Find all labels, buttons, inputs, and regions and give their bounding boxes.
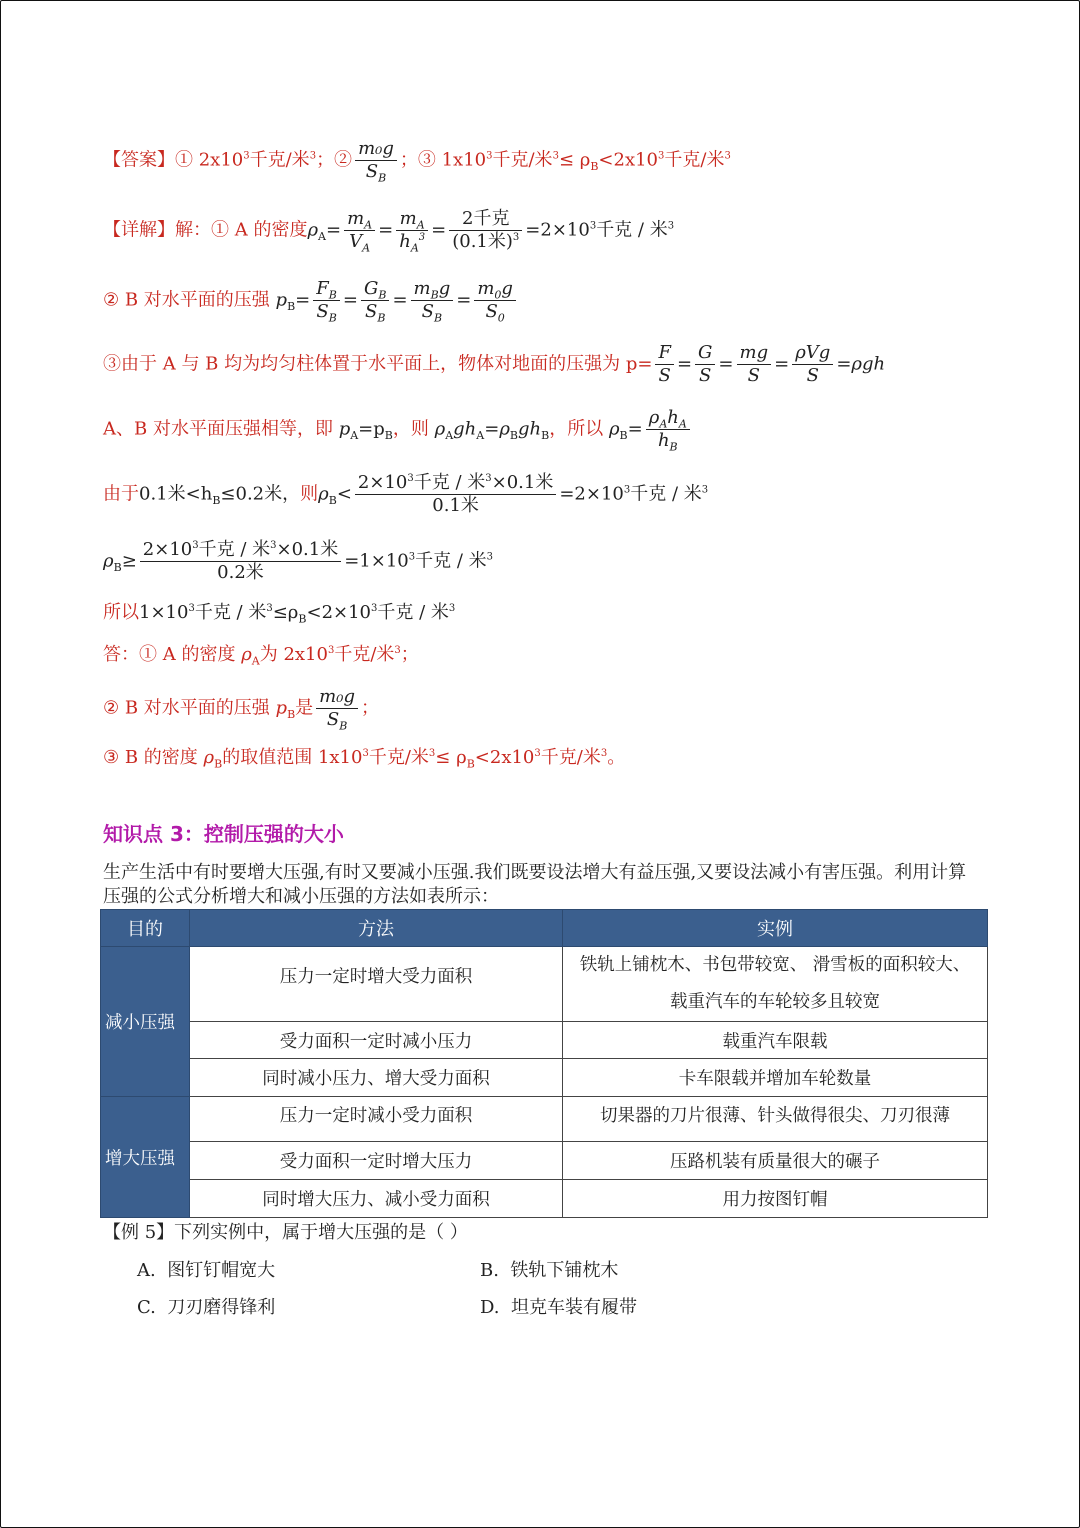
rho-symbol: ρ: [103, 550, 114, 572]
example-cell: 用力按图钉帽: [563, 1180, 988, 1218]
step2-line: ② B 对水平面的压强 $p_B=$ $\frac{F_B}{S_B}$ = $\frac{G_B}{S_B}$ = $\frac{m_Bg}{S_B}$ = $\frac{m_0g}{S_0}$: [103, 278, 519, 323]
ans1-line: [103, 643, 419, 667]
frac-den: 0.1米: [432, 495, 479, 516]
section-intro: 生产生活中有时要增大压强,有时又要减小压强.我们既要设法增大有益压强,又要设法减小有害压强。利用计算压强的公式分析增大和减小压强的方法如表所示：: [103, 862, 967, 907]
eq2-mid: =ρ: [484, 418, 510, 440]
example-cell: 压路机装有质量很大的碾子: [563, 1142, 988, 1180]
option-letter: D.: [480, 1297, 500, 1318]
ineq: <2x10: [598, 149, 659, 171]
lt: <: [336, 483, 352, 505]
fraction: [646, 407, 690, 452]
frac-num: 2千克: [449, 208, 522, 231]
unit: 千克 / 米: [377, 602, 449, 623]
sub: B: [113, 561, 122, 575]
answer-line: [103, 138, 731, 183]
example-cell: 载重汽车限载: [563, 1022, 988, 1059]
ineq: ≤ ρ: [435, 747, 467, 768]
frac-num-tail: 千克 / 米: [198, 539, 271, 560]
exp: 3: [534, 748, 541, 759]
eq2-mid: gh: [453, 418, 477, 440]
eq: =: [295, 289, 311, 311]
result: =2×10: [525, 219, 590, 241]
ans3-text: 的取值范围 1x10: [222, 747, 363, 768]
sub: A: [416, 218, 425, 232]
example-cell: [563, 947, 988, 1022]
section-title: 知识点 3：控制压强的大小: [103, 822, 344, 846]
sub: B: [212, 494, 221, 508]
frac-num: m: [477, 278, 495, 299]
option-d[interactable]: [480, 1293, 637, 1319]
fraction: [411, 278, 454, 323]
exp: 3: [512, 232, 520, 243]
then: 则: [300, 483, 319, 505]
frac-num: m₀g: [316, 686, 358, 709]
frac-num: G: [695, 342, 715, 365]
ans3-line: [103, 746, 625, 770]
sub: B: [430, 288, 439, 302]
frac-den: (0.1米): [452, 231, 513, 252]
frac-num: 2×10: [142, 539, 193, 560]
exp: 3: [327, 645, 335, 656]
frac-den: S: [806, 365, 819, 386]
ans2-line: [103, 686, 379, 731]
sep: ；②: [316, 149, 353, 171]
exp: 3: [408, 551, 416, 563]
exp: 3: [701, 484, 709, 496]
exp: 3: [552, 150, 559, 162]
fraction: [355, 472, 556, 517]
fraction: [474, 278, 516, 323]
eq2-mid: gh: [518, 418, 542, 440]
unit: 千克/米: [664, 149, 725, 171]
sub: B: [339, 719, 348, 733]
table-header-row: [101, 910, 988, 947]
method-cell: 同时增大压力、减小受力面积: [190, 1180, 563, 1218]
example-cell: 切果器的刀片很薄、针头做得很尖、刀刃很薄: [563, 1097, 988, 1142]
frac-num: mg: [737, 342, 772, 365]
step4-label: A、B 对水平面压强相等，即: [103, 418, 333, 440]
end: ；: [360, 697, 379, 719]
formula-tail: =ρgh: [836, 353, 886, 375]
sub: B: [466, 757, 475, 771]
rho-symbol: ρ: [608, 418, 620, 440]
frac-num-tail: ×0.1米: [276, 539, 339, 560]
sub: A: [362, 241, 371, 255]
exp: 3: [589, 220, 597, 232]
exp: 3: [188, 603, 195, 614]
option-c[interactable]: [137, 1293, 275, 1319]
unit: 千克/米: [368, 747, 429, 768]
frac-num: G: [363, 278, 379, 299]
table-row: [101, 1142, 988, 1180]
exp: 3: [658, 150, 665, 162]
eq: =: [326, 219, 342, 241]
ineq: ≤ρ: [272, 602, 299, 623]
frac-num: m: [413, 278, 431, 299]
example-line: 铁轨上铺枕木、书包带较宽、 滑雪板的面积较大、: [579, 955, 971, 975]
frac-den: S: [326, 709, 340, 730]
eq1: p: [338, 418, 351, 440]
group-increase: 增大压强: [101, 1097, 190, 1218]
frac-den: S: [485, 301, 498, 322]
fraction: [396, 208, 428, 253]
option-letter: A.: [137, 1260, 156, 1281]
p-symbol: p: [275, 697, 288, 719]
rho-symbol: ρ: [241, 644, 252, 665]
end: ；: [400, 644, 419, 665]
sub: B: [378, 171, 387, 185]
p-symbol: p: [275, 289, 288, 311]
fraction: [140, 539, 341, 584]
fraction: [449, 208, 522, 253]
frac-den: S: [316, 301, 329, 322]
exp: 3: [486, 551, 494, 563]
unit: 千克/米: [492, 149, 553, 171]
sub: B: [214, 757, 223, 771]
pressure-methods-table: [100, 909, 988, 1218]
sub: B: [509, 429, 518, 443]
value: 1×10: [139, 602, 189, 623]
exp: 3: [192, 540, 199, 551]
ans2-text: 是: [295, 697, 314, 719]
example5-question: 【例 5】下列实例中，属于增大压强的是（ ）: [103, 1222, 468, 1243]
example-cell: 卡车限载并增加车轮数量: [563, 1059, 988, 1097]
method-cell: 受力面积一定时减小压力: [190, 1022, 563, 1059]
option-b[interactable]: [480, 1256, 618, 1282]
sub: B: [590, 160, 599, 174]
option-text: 坦克车装有履带: [510, 1297, 637, 1318]
frac-num: 2×10: [357, 472, 408, 493]
table-row: [101, 1059, 988, 1097]
detail-line: 【详解】解：① A 的密度$\rho_A=$ $\frac{m_A}{V_A}$ = $\frac{m_A}{h_A^3}$ = $\frac{\text{2千克}}{(0.1米)^3}$ $=2\times 10^3$千克 / 米$^3$: [103, 208, 675, 255]
frac-num-tail: ×0.1米: [491, 472, 554, 493]
method-cell: 压力一定时减小受力面积: [190, 1097, 563, 1142]
sub: B: [287, 708, 296, 722]
step6-line: [103, 539, 493, 584]
exp: 3: [623, 484, 631, 496]
frac-den: S: [365, 161, 379, 182]
rho-symbol: ρ: [307, 219, 319, 241]
ans1-text: 为 2x10: [259, 644, 328, 665]
exp: 3: [485, 473, 492, 484]
frac-num: m: [347, 208, 365, 229]
frac-num: m: [399, 208, 417, 229]
table-row: [101, 1022, 988, 1059]
unit: 千克/米: [249, 149, 310, 171]
fraction: [316, 686, 358, 731]
fraction: [344, 208, 375, 253]
eq1-mid: =p: [358, 418, 385, 440]
frac-num: ρ: [648, 407, 660, 428]
sub: B: [378, 288, 387, 302]
table-row: [101, 1097, 988, 1142]
frac-den: S: [699, 365, 712, 386]
detail-label: 【详解】解：① A 的密度: [103, 219, 308, 241]
frac-num: ρVg: [792, 342, 833, 365]
header-example: 实例: [563, 910, 988, 947]
step4-line: [103, 407, 693, 452]
frac-den: S: [421, 301, 434, 322]
frac-den: S: [747, 365, 760, 386]
rho-symbol: ρ: [318, 483, 329, 505]
header-method: 方法: [190, 910, 563, 947]
fraction: [655, 342, 674, 387]
frac-den: h: [657, 430, 670, 451]
sub: A: [476, 429, 485, 443]
header-purpose: 目的: [101, 910, 190, 947]
ineq: ≤ ρ: [558, 149, 591, 171]
sub: B: [328, 311, 337, 325]
eq: =: [627, 418, 643, 440]
step3-label: ③由于 A 与 B 均为均匀柱体置于水平面上，物体对地面的压强为 p=: [103, 353, 653, 375]
step7-label: 所以: [103, 602, 139, 623]
sub: A: [659, 417, 668, 431]
sub: A: [350, 429, 359, 443]
range-tail: ≤0.2米，: [220, 483, 301, 505]
unit: 千克 / 米: [194, 602, 267, 623]
unit: 千克/米: [334, 644, 395, 665]
example-line: 载重汽车的车轮较多且较宽: [670, 992, 880, 1012]
exp: 3: [394, 645, 401, 656]
fraction: [695, 342, 715, 387]
exp: 3: [600, 748, 608, 759]
option-a[interactable]: [137, 1256, 275, 1282]
answer-part1: ① 2x10: [175, 149, 244, 171]
exp: 3: [448, 603, 456, 614]
table-row: [101, 1180, 988, 1218]
exp: 3: [724, 150, 731, 162]
sub: 0: [497, 311, 505, 325]
ge: ≥: [121, 550, 137, 572]
frac-den: V: [349, 231, 363, 252]
fraction: [792, 342, 833, 387]
exp: 3: [243, 150, 250, 162]
fraction: [737, 342, 772, 387]
sub: B: [328, 494, 337, 508]
frac-num-tail: g: [501, 278, 513, 299]
unit: 千克 / 米: [630, 483, 702, 505]
sub: A: [318, 230, 326, 244]
rho-symbol: ρ: [203, 747, 215, 768]
ineq: <2×10: [306, 602, 372, 623]
eq2: ρ: [434, 418, 446, 440]
sub: B: [669, 440, 678, 454]
frac-den: h: [399, 231, 411, 252]
sub: 0: [494, 288, 502, 302]
frac-den: S: [364, 301, 378, 322]
exp: 3: [371, 603, 378, 614]
step3-line: ③由于 A 与 B 均为均匀柱体置于水平面上，物体对地面的压强为 p= $\frac{F}{S}$ = $\frac{G}{S}$ = $\frac{mg}{S}$ = $\frac{\text{ρVg}}{S}$ =ρgh: [103, 342, 886, 386]
result: =1×10: [344, 550, 409, 572]
step4-mid2: ，所以: [549, 418, 604, 440]
fraction: [361, 278, 389, 323]
frac-num-tail: g: [438, 278, 451, 299]
frac-num: m₀g: [355, 138, 397, 161]
option-text: 图钉钉帽宽大: [167, 1260, 276, 1281]
fraction: [355, 138, 397, 183]
exp: 3: [418, 232, 426, 243]
frac-num-tail: h: [667, 407, 679, 428]
unit: 千克 / 米: [415, 550, 487, 572]
sub: A: [678, 417, 687, 431]
method-cell: 压力一定时增大受力面积: [190, 947, 563, 1022]
sub: B: [328, 288, 337, 302]
ineq: <2x10: [474, 747, 535, 768]
exp: 3: [266, 603, 273, 614]
sub: B: [434, 311, 443, 325]
result: =2×10: [559, 483, 624, 505]
sub: A: [364, 218, 373, 232]
exp: 3: [407, 473, 414, 484]
unit: 千克/米: [540, 747, 601, 768]
exp: 3: [309, 150, 317, 162]
sep: ；③ 1x10: [399, 149, 487, 171]
step5-label: 由于: [103, 483, 139, 505]
exp: 3: [428, 748, 436, 759]
sub: B: [287, 300, 296, 314]
exp: 3: [667, 220, 675, 232]
option-letter: C.: [137, 1297, 156, 1318]
frac-num-tail: 千克 / 米: [413, 472, 486, 493]
sub: B: [298, 612, 307, 626]
exp: 3: [270, 540, 277, 551]
answer-label: 【答案】: [103, 149, 175, 171]
end: 。: [607, 747, 626, 768]
step5-line: [103, 472, 708, 517]
sub: B: [384, 429, 393, 443]
sub: B: [377, 311, 386, 325]
frac-num: F: [316, 278, 329, 299]
sub: B: [619, 429, 628, 443]
unit: 千克 / 米: [596, 219, 668, 241]
sub: B: [541, 429, 550, 443]
frac-num: F: [655, 342, 674, 365]
range: 0.1米<h: [139, 483, 213, 505]
ans1-label: 答：① A 的密度: [103, 644, 236, 665]
fraction: [313, 278, 340, 323]
sub: A: [410, 241, 419, 255]
frac-den: S: [658, 365, 671, 386]
step4-mid: ，则: [392, 418, 429, 440]
table-row: [101, 947, 988, 1022]
frac-den: 0.2米: [217, 562, 264, 583]
sub: A: [445, 429, 454, 443]
group-reduce: 减小压强: [101, 947, 190, 1097]
ans3-label: ③ B 的密度: [103, 747, 198, 768]
exp: 3: [486, 150, 493, 162]
step7-line: [103, 601, 455, 625]
sub: A: [251, 654, 260, 668]
step2-label: ② B 对水平面的压强: [103, 289, 270, 311]
ans2-label: ② B 对水平面的压强: [103, 697, 270, 719]
method-cell: 受力面积一定时增大压力: [190, 1142, 563, 1180]
option-text: 刀刃磨得锋利: [167, 1297, 276, 1318]
exp: 3: [362, 748, 369, 759]
option-text: 铁轨下铺枕木: [510, 1260, 619, 1281]
method-cell: 同时减小压力、增大受力面积: [190, 1059, 563, 1097]
option-letter: B.: [480, 1260, 499, 1281]
